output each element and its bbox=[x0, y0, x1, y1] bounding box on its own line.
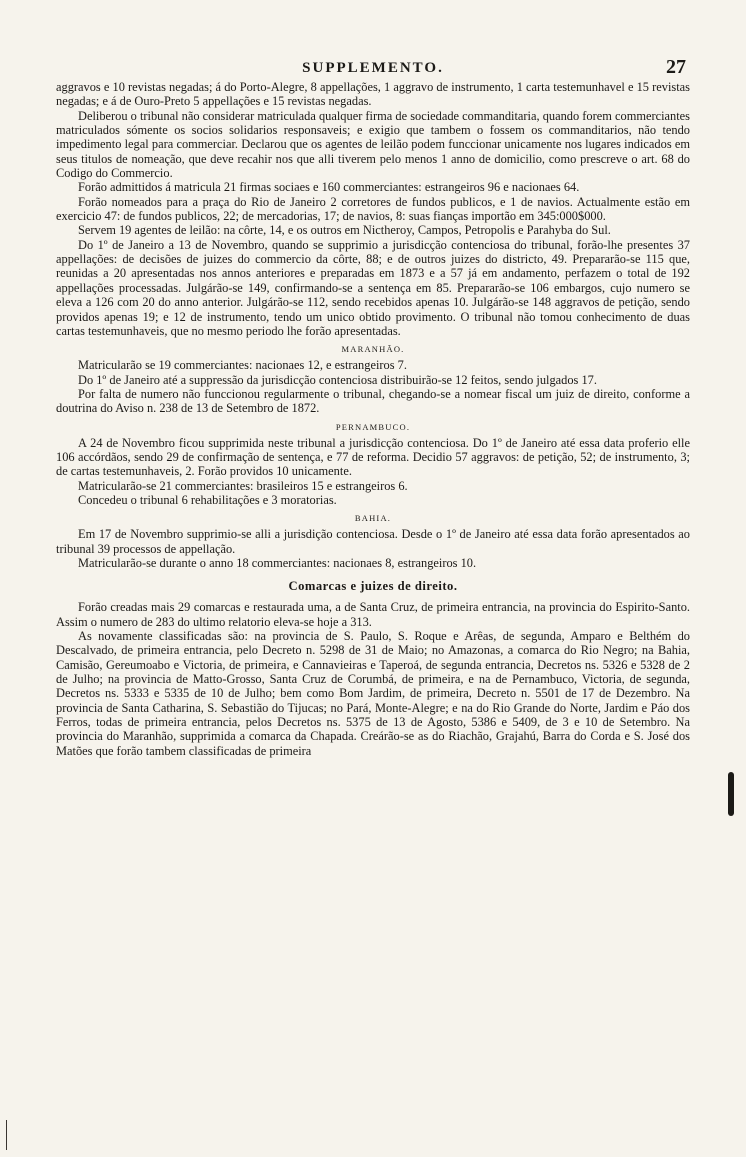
intro-section bbox=[56, 80, 690, 338]
paragraph: Forão admittidos á matricula 21 firmas sociaes e 160 commerciantes: estrangeiros 96 e nacionaes 64. bbox=[78, 180, 580, 195]
maranhao-section bbox=[56, 358, 690, 415]
page-header bbox=[56, 56, 690, 80]
pernambuco-section bbox=[56, 436, 690, 508]
paragraph: Em 17 de Novembro supprimio-se alli a jurisdição contenciosa. Desde o 1º de Janeiro até essa data forão apresentados ao tribunal 39 processos de appellação. bbox=[56, 527, 690, 556]
bahia-section bbox=[56, 527, 690, 570]
section-title-bahia: BAHIA. bbox=[354, 513, 392, 524]
section-title-maranhao: MARANHÃO. bbox=[341, 344, 405, 355]
paragraph: Do 1º de Janeiro a 13 de Novembro, quando se supprimio a jurisdicção contenciosa do tribunal, forão-lhe presentes 37 appellações: de decisões de juizes do commercio da côrte, 88; e de outros juizes do districto, 49. Prepararão-se 115 que, reunidas a 20 apresentadas nos annos anteriores e preparadas em 1873 e a 57 já em andamento, perfazem o total de 192 appellações processadas. Julgárão-se 149, confirmando-se a sentença em 85. Prepararão-se 106 embargos, cujo numero se eleva a 126 com 20 do anno anterior. Julgárão-se 112, sendo recebidos apenas 10. Julgárão-se 148 aggravos de petição, sendo providos apenas 19; e 12 de instrumento, tendo um unico obtido provimento. O tribunal não tomou conhecimento de duas cartas testemunhaveis, que no mesmo periodo lhe forão apresentadas. bbox=[56, 237, 690, 338]
paragraph: Forão nomeados para a praça do Rio de Janeiro 2 corretores de fundos publicos, e 1 de navios. Actualmente estão em exercicio 47: de fundos publicos, 22; de mercadorias, 17; de navios, 8: suas fianças importão em 345:000$000. bbox=[56, 194, 690, 224]
paragraph: Matricularão se 19 commerciantes: nacionaes 12, e estrangeiros 7. bbox=[78, 358, 407, 373]
paragraph: Servem 19 agentes de leilão: na côrte, 14, e os outros em Nictheroy, Campos, Petropolis e Parahyba do Sul. bbox=[78, 223, 611, 238]
paragraph: aggravos e 10 revistas negadas; á do Porto-Alegre, 8 appellações, 1 aggravo de instrumento, 1 carta testemunhavel e 15 revistas negadas; e á de Ouro-Preto 5 appellações e 15 revistas negadas. bbox=[56, 80, 690, 109]
paragraph: As novamente classificadas são: na provincia de S. Paulo, S. Roque e Arêas, de segunda, Amparo e Belthém do Descalvado, de primeira entrancia, pelo Decreto n. 5298 de 31 de Maio; no Amazonas, a comarca do Rio Negro; na Bahia, Camisão, Gereumoabo e Victoria, de primeira, e Cannavieiras e Taperoá, de segunda entrancia, Decretos ns. 5326 e 5328 de 2 de Julho; na provincia de Matto-Grosso, Santa Cruz de Corumbá, de primeira, e na de Pernambuco, Victoria, de segunda, Decretos ns. 5333 e 5335 de 10 de Julho; bem como Bom Jardim, de primeira, Decreto n. 5501 de 17 de Dezembro. Na provincia de Santa Catharina, S. Sebastião do Tijucas; no Pará, Monte-Alegre; e na do Rio Grande do Norte, Jardim e Páo dos Ferros, todas de primeira entrancia, pelos Decretos ns. 5375 de 13 de Agosto, 5386 e 5409, de 3 e 10 de Setembro. Na provincia do Maranhão, supprimida a comarca da Chapada. Creárão-se as do Riachão, Grajahú, Barra do Corda e S. José dos Matões que forão tambem classificadas de primeira bbox=[56, 629, 690, 758]
paragraph: Matricularão-se durante o anno 18 commerciantes: nacionaes 8, estrangeiros 10. bbox=[78, 555, 477, 570]
paragraph: Deliberou o tribunal não considerar matriculada qualquer firma de sociedade commanditaria, quando forem commerciantes matriculados sómente os socios solidarios responsaveis; e exigio que tambem o fossem os commanditarios, não tendo impedimento legal para commerciar. Declarou que os agentes de leilão podem funccionar unicamente nos lugares indicados em seus titulos de nomeação, que deve recahir nos que alli tiverem pelo menos 1 anno de domicilio, como prescreve o art. 68 do Codigo do Commercio. bbox=[56, 108, 690, 181]
paragraph: Matricularão-se 21 commerciantes: brasileiros 15 e estrangeiros 6. bbox=[78, 478, 408, 493]
margin-ink-mark bbox=[728, 772, 734, 816]
page-number: 27 bbox=[666, 56, 686, 78]
running-title: SUPPLEMENTO. bbox=[302, 60, 444, 76]
section-title-comarcas: Comarcas e juizes de direito. bbox=[288, 579, 458, 594]
section-title-pernambuco: PERNAMBUCO. bbox=[335, 421, 411, 432]
comarcas-section bbox=[56, 600, 690, 758]
paragraph: Concedeu o tribunal 6 rehabilitações e 3 moratorias. bbox=[78, 492, 337, 507]
paragraph: Do 1º de Janeiro até a suppressão da jurisdicção contenciosa distribuirão-se 12 feitos, sendo julgados 17. bbox=[78, 372, 597, 387]
paragraph: A 24 de Novembro ficou supprimida neste tribunal a jurisdicção contenciosa. Do 1º de Janeiro até essa data proferio elle 106 accórdãos, sendo 29 de confirmação de sentença, e 77 de reforma. Decidio 57 aggravos: de petição, 52; de instrumento, 3; de cartas testemunhaveis, 2. Forão providos 10 unicamente. bbox=[56, 435, 690, 479]
margin-rule bbox=[6, 1120, 7, 1150]
paragraph: Forão creadas mais 29 comarcas e restaurada uma, a de Santa Cruz, de primeira entrancia, na provincia do Espirito-Santo. Assim o numero de 283 do ultimo relatorio eleva-se hoje a 313. bbox=[56, 600, 690, 629]
paragraph: Por falta de numero não funccionou regularmente o tribunal, chegando-se a nomear fiscal um juiz de direito, conforme a doutrina do Aviso n. 238 de 13 de Setembro de 1872. bbox=[56, 386, 690, 416]
document-page bbox=[56, 56, 690, 758]
